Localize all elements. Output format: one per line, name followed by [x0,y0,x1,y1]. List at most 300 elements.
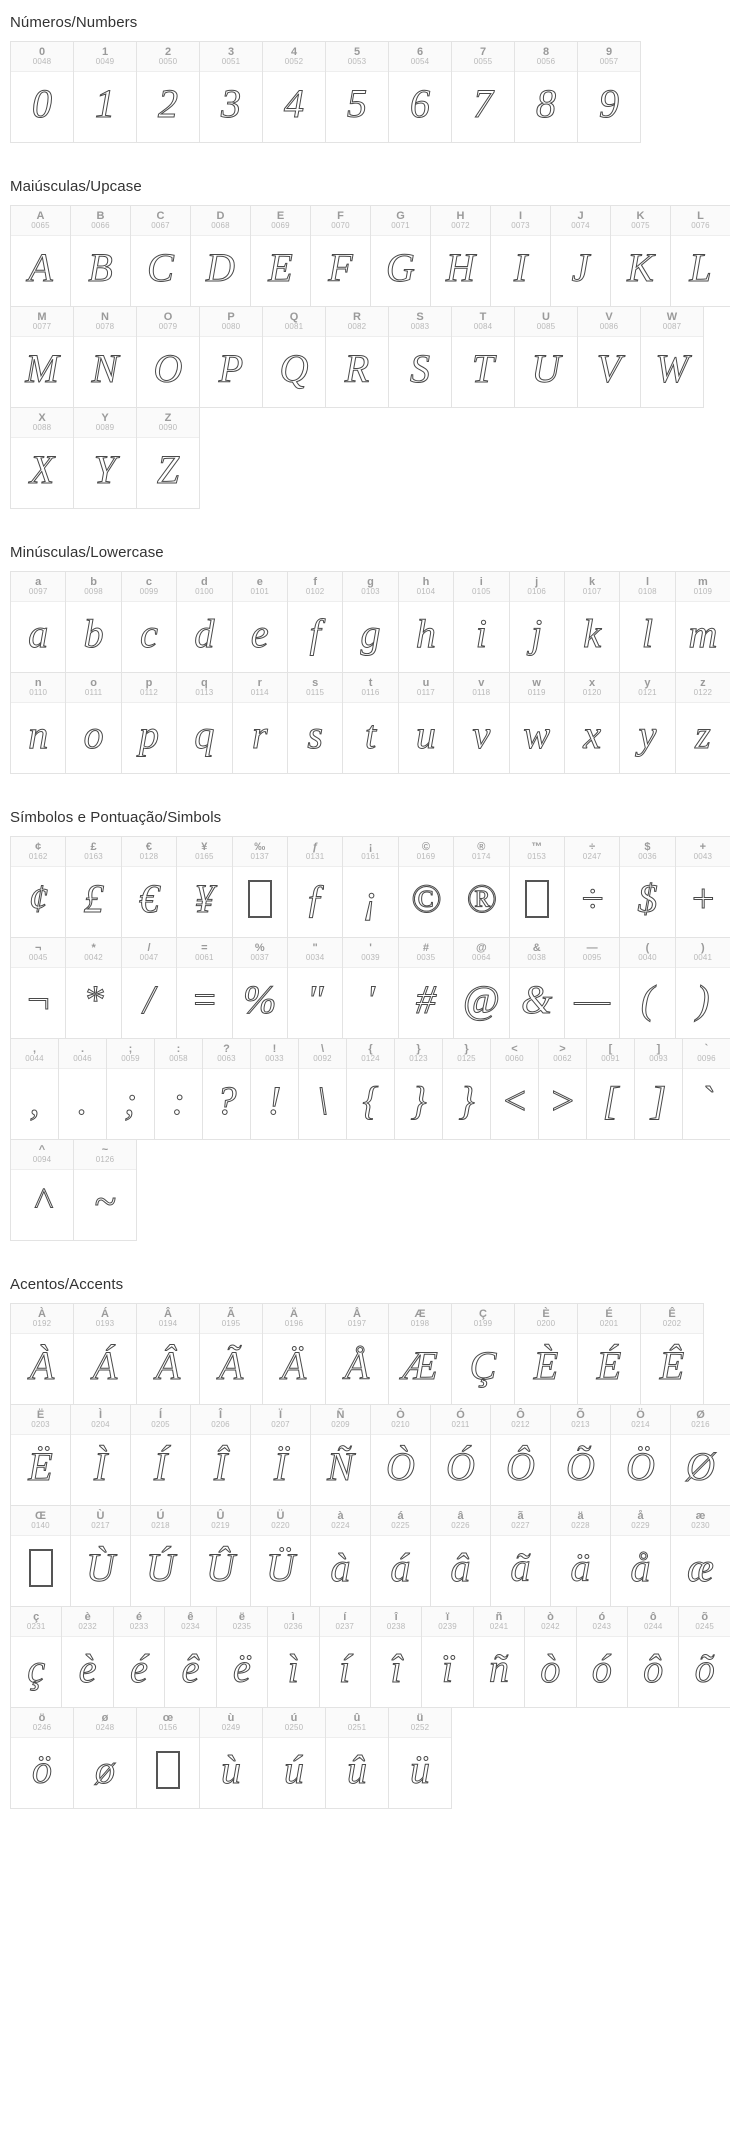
glyph-code-label: 0199 [473,1319,493,1329]
glyph-char-label: 9 [605,45,613,58]
glyph-cell[interactable] [451,306,515,408]
glyph-cell[interactable] [121,672,177,774]
glyph-char-label: N [101,310,109,323]
glyph-cell[interactable] [514,306,578,408]
glyph-preview: > [549,1078,576,1123]
glyph-char-label: t [368,676,373,689]
glyph-cell[interactable] [342,937,398,1039]
glyph-cell[interactable] [610,1404,671,1506]
glyph-code-label: 0161 [361,852,380,862]
glyph-code-label: 0211 [451,1420,470,1430]
glyph-cell[interactable] [136,407,200,509]
glyph-cell[interactable] [310,205,371,307]
glyph-cell[interactable] [164,1606,216,1708]
glyph-cell[interactable] [670,1404,730,1506]
glyph-cell[interactable] [564,571,620,673]
glyph-code-label: 0071 [391,221,410,231]
glyph-preview: m [688,611,718,656]
glyph-meta [177,938,231,968]
glyph-char-label: G [396,209,405,222]
glyph-cell[interactable] [524,1606,576,1708]
glyph-cell[interactable] [509,836,565,938]
glyph-cell[interactable] [10,937,66,1039]
glyph-cell[interactable] [619,937,675,1039]
glyph-cell[interactable] [113,1606,165,1708]
glyph-cell[interactable] [325,306,389,408]
glyph-cell[interactable] [342,836,398,938]
glyph-cell[interactable] [73,1303,137,1405]
glyph-cell[interactable] [398,672,454,774]
glyph-cell[interactable] [319,1606,371,1708]
glyph-row [10,836,730,937]
glyph-char-label: Ù [96,1509,105,1522]
glyph-cell[interactable] [136,306,200,408]
glyph-preview: K [627,245,654,290]
glyph-code-label: 0041 [693,953,713,963]
glyph-cell[interactable] [298,1038,347,1140]
glyph-code-label: 0060 [505,1054,524,1064]
glyph-cell[interactable] [682,1038,730,1140]
glyph-cell[interactable] [634,1038,683,1140]
glyph-code-label: 0111 [84,688,103,698]
glyph-cell[interactable] [199,1303,263,1405]
glyph-code-label: 0251 [347,1723,367,1733]
glyph-cell[interactable] [65,571,121,673]
glyph-code-label: 0110 [29,688,48,698]
glyph-char-label: í [343,1610,347,1623]
glyph-row [10,41,730,142]
glyph-cell[interactable] [190,1404,251,1506]
glyph-preview: 8 [536,81,556,126]
glyph-cell[interactable] [232,571,288,673]
glyph-preview: G [386,245,415,290]
glyph-char-label: Ê [668,1307,676,1320]
glyph-cell[interactable] [451,41,515,143]
glyph-cell[interactable] [10,672,66,774]
glyph-preview: n [28,712,49,757]
glyph-cell[interactable] [675,836,730,938]
glyph-code-label: 0062 [553,1054,572,1064]
glyph-preview: P [218,346,244,391]
glyph-cell[interactable] [250,205,311,307]
glyph-preview: Ò [386,1444,415,1489]
glyph-cell[interactable] [370,1505,431,1607]
glyph-char-label: Ñ [336,1408,345,1421]
glyph-preview: î [390,1646,402,1691]
glyph-cell[interactable] [453,672,509,774]
glyph-cell[interactable] [65,937,121,1039]
glyph-cell[interactable] [453,836,509,938]
glyph-code-label: 0122 [693,688,713,698]
glyph-cell[interactable] [70,1505,131,1607]
glyph-cell[interactable] [325,41,389,143]
glyph-row [10,1404,730,1505]
glyph-cell[interactable] [564,937,620,1039]
glyph-meta [611,206,670,236]
glyph-cell[interactable] [199,1707,263,1809]
glyph-char-label: Æ [414,1307,426,1320]
glyph-cell[interactable] [514,41,578,143]
glyph-cell[interactable] [550,1505,611,1607]
glyph-cell[interactable] [10,1606,62,1708]
glyph-cell[interactable] [577,1303,641,1405]
glyph-code-label: 0038 [527,953,547,963]
glyph-meta [251,1506,310,1536]
glyph-char-label: } [464,1042,469,1055]
glyph-cell[interactable] [509,571,565,673]
glyph-char-label: ä [577,1509,584,1522]
glyph-cell[interactable] [287,836,343,938]
glyph-cell[interactable] [610,205,671,307]
glyph-cell[interactable] [136,41,200,143]
glyph-code-label: 0219 [211,1521,230,1531]
glyph-cell[interactable] [70,205,131,307]
glyph-cell[interactable] [670,1505,730,1607]
glyph-cell[interactable] [130,205,191,307]
glyph-cell[interactable] [490,1404,551,1506]
glyph-cell[interactable] [262,306,326,408]
glyph-meta [11,1607,61,1637]
glyph-cell[interactable] [287,937,343,1039]
glyph-cell[interactable] [250,1505,311,1607]
glyph-grid [0,836,730,1240]
glyph-code-label: 0231 [26,1622,46,1632]
glyph-char-label: Á [101,1307,109,1320]
glyph-char-label: Q [289,310,299,323]
glyph-cell[interactable] [65,672,121,774]
glyph-cell[interactable] [199,41,263,143]
glyph-cell[interactable] [130,1505,191,1607]
glyph-cell[interactable] [73,1139,137,1241]
glyph-cell[interactable] [490,1038,539,1140]
glyph-code-label: 0118 [472,688,491,698]
glyph-meta [641,307,703,337]
glyph-cell[interactable] [73,41,137,143]
glyph-char-label: ö [38,1711,46,1724]
glyph-code-label: 0209 [331,1420,350,1430]
glyph-code-label: 0233 [129,1622,149,1632]
glyph-cell[interactable] [10,836,66,938]
glyph-cell[interactable] [586,1038,635,1140]
glyph-cell[interactable] [325,1707,389,1809]
glyph-char-label: L [697,209,704,222]
glyph-meta [11,42,73,72]
glyph-meta [539,1039,586,1069]
glyph-cell[interactable] [232,836,288,938]
glyph-code-label: 0228 [571,1521,590,1531]
glyph-char-label: P [227,310,235,323]
glyph-cell[interactable] [388,306,452,408]
glyph-preview: ë [233,1646,251,1691]
glyph-code-label: 0229 [631,1521,650,1531]
glyph-meta [155,1039,202,1069]
glyph-cell[interactable] [388,41,452,143]
glyph-cell[interactable] [73,306,137,408]
glyph-cell[interactable] [576,1606,628,1708]
glyph-preview: 9 [599,81,619,126]
glyph-cell[interactable] [121,571,177,673]
glyph-cell[interactable] [675,672,730,774]
glyph-cell[interactable] [70,1404,131,1506]
glyph-preview: B [88,245,113,290]
glyph-cell[interactable] [490,1505,551,1607]
glyph-cell[interactable] [678,1606,730,1708]
glyph-preview: k [583,611,601,656]
glyph-cell[interactable] [564,836,620,938]
glyph-preview: à [330,1545,351,1590]
glyph-preview: å [630,1545,651,1590]
glyph-preview: Ç [469,1343,497,1388]
glyph-char-label: 5 [353,45,361,58]
glyph-cell[interactable] [675,571,730,673]
glyph-preview: v [472,712,491,757]
glyph-code-label: 0243 [592,1622,612,1632]
glyph-cell[interactable] [394,1038,443,1140]
glyph-cell[interactable] [453,937,509,1039]
glyph-cell[interactable] [73,1707,137,1809]
glyph-cell[interactable] [550,205,611,307]
glyph-cell[interactable] [577,41,641,143]
glyph-cell[interactable] [342,571,398,673]
glyph-code-label: 0203 [31,1420,50,1430]
glyph-cell[interactable] [232,937,288,1039]
glyph-meta [71,1405,130,1435]
glyph-cell[interactable] [190,1505,251,1607]
glyph-code-label: 0053 [347,57,367,67]
glyph-cell[interactable] [250,1404,311,1506]
glyph-cell[interactable] [430,1505,491,1607]
glyph-cell[interactable] [10,306,74,408]
glyph-cell[interactable] [58,1038,107,1140]
glyph-cell[interactable] [564,672,620,774]
glyph-cell[interactable] [577,306,641,408]
glyph-cell[interactable] [10,205,71,307]
glyph-code-label: 0246 [32,1723,52,1733]
glyph-code-label: 0101 [250,587,270,597]
glyph-preview [137,1738,199,1808]
glyph-cell[interactable] [121,937,177,1039]
glyph-char-label: ] [656,1042,661,1055]
glyph-code-label: 0119 [527,688,546,698]
glyph-cell[interactable] [262,41,326,143]
glyph-meta [320,1607,370,1637]
glyph-cell[interactable] [370,1606,422,1708]
glyph-char-label: z [700,676,706,689]
glyph-meta [122,938,176,968]
glyph-cell[interactable] [154,1038,203,1140]
glyph-cell[interactable] [538,1038,587,1140]
glyph-cell[interactable] [670,205,730,307]
glyph-code-label: 0224 [331,1521,350,1531]
glyph-preview: ! [267,1078,282,1123]
glyph-meta [491,206,550,236]
glyph-cell[interactable] [370,1404,431,1506]
glyph-cell[interactable] [65,836,121,938]
glyph-preview: V [596,346,622,391]
glyph-char-label: B [96,209,105,222]
glyph-cell[interactable] [176,672,232,774]
glyph-cell[interactable] [10,1404,71,1506]
glyph-char-label: ! [272,1042,277,1055]
glyph-meta [326,1304,388,1334]
glyph-meta [74,1140,136,1170]
glyph-cell[interactable] [262,1707,326,1809]
glyph-preview: Æ [402,1343,438,1388]
glyph-cell[interactable] [10,41,74,143]
glyph-preview: ƒ [305,876,326,921]
glyph-cell[interactable] [262,1303,326,1405]
glyph-cell[interactable] [287,571,343,673]
glyph-code-label: 0234 [181,1622,200,1632]
glyph-meta [59,1039,106,1069]
glyph-cell[interactable] [232,672,288,774]
glyph-preview: ü [410,1747,430,1792]
glyph-cell[interactable] [136,1303,200,1405]
glyph-code-label: 0051 [221,57,241,67]
glyph-cell[interactable] [73,407,137,509]
glyph-meta [137,408,199,438]
glyph-cell[interactable] [619,571,675,673]
glyph-cell[interactable] [490,205,551,307]
glyph-char-label: U [542,310,550,323]
glyph-cell[interactable] [342,672,398,774]
glyph-char-label: 7 [479,45,487,58]
glyph-preview: \ [316,1078,329,1123]
glyph-preview: Å [344,1343,370,1388]
glyph-preview: = [190,977,218,1022]
glyph-cell[interactable] [10,1505,71,1607]
glyph-cell[interactable] [10,571,66,673]
glyph-cell[interactable] [398,836,454,938]
glyph-cell[interactable] [10,1303,74,1405]
glyph-cell[interactable] [190,205,251,307]
glyph-code-label: 0058 [169,1054,188,1064]
glyph-cell[interactable] [136,1707,200,1809]
glyph-char-label: W [666,310,678,323]
glyph-cell[interactable] [421,1606,473,1708]
glyph-code-label: 0197 [347,1319,367,1329]
glyph-preview: í [339,1646,351,1691]
glyph-cell[interactable] [619,672,675,774]
glyph-code-label: 0137 [250,852,270,862]
glyph-meta [452,42,514,72]
glyph-code-label: 0242 [541,1622,560,1632]
glyph-cell[interactable] [10,1139,74,1241]
glyph-cell[interactable] [176,836,232,938]
glyph-cell[interactable] [640,1303,704,1405]
glyph-cell[interactable] [310,1404,371,1506]
glyph-preview: { [362,1078,379,1123]
glyph-meta [74,1708,136,1738]
glyph-preview: £ [83,876,104,921]
glyph-code-label: 0225 [391,1521,410,1531]
glyph-char-label: Ï [278,1408,283,1421]
glyph-cell[interactable] [388,1707,452,1809]
glyph-cell[interactable] [550,1404,611,1506]
glyph-code-label: 0075 [631,221,650,231]
glyph-cell[interactable] [473,1606,525,1708]
glyph-code-label: 0239 [438,1622,457,1632]
glyph-meta [510,938,564,968]
glyph-meta [11,673,65,703]
glyph-cell[interactable] [130,1404,191,1506]
glyph-char-label: I [518,209,523,222]
glyph-meta [74,42,136,72]
glyph-cell[interactable] [106,1038,155,1140]
glyph-cell[interactable] [325,1303,389,1405]
glyph-preview: " [306,977,324,1022]
glyph-cell[interactable] [430,205,491,307]
glyph-cell[interactable] [310,1505,371,1607]
glyph-code-label: 0205 [151,1420,170,1430]
glyph-cell[interactable] [216,1606,268,1708]
glyph-cell[interactable] [442,1038,491,1140]
glyph-cell[interactable] [619,836,675,938]
glyph-cell[interactable] [398,937,454,1039]
glyph-cell[interactable] [509,937,565,1039]
glyph-row [10,1505,730,1606]
glyph-cell[interactable] [388,1303,452,1405]
glyph-cell[interactable] [199,306,263,408]
glyph-preview: q [194,712,215,757]
glyph-cell[interactable] [509,672,565,774]
glyph-meta [200,1304,262,1334]
glyph-meta [233,572,287,602]
glyph-cell[interactable] [61,1606,113,1708]
glyph-meta [233,837,287,867]
glyph-char-label: x [589,676,596,689]
glyph-char-label: ^ [38,1143,46,1156]
glyph-cell[interactable] [121,836,177,938]
glyph-cell[interactable] [430,1404,491,1506]
glyph-cell[interactable] [640,306,704,408]
glyph-cell[interactable] [453,571,509,673]
glyph-cell[interactable] [451,1303,515,1405]
glyph-cell[interactable] [10,1707,74,1809]
glyph-cell[interactable] [346,1038,395,1140]
glyph-cell[interactable] [176,571,232,673]
glyph-char-label: ¢ [35,840,42,853]
glyph-preview: ó [591,1646,612,1691]
glyph-char-label: Ô [516,1408,525,1421]
glyph-cell[interactable] [398,571,454,673]
glyph-char-label: H [456,209,465,222]
glyph-code-label: 0078 [95,322,115,332]
glyph-char-label: d [201,575,208,588]
glyph-grid [0,1303,730,1808]
glyph-cell[interactable] [610,1505,671,1607]
glyph-cell[interactable] [10,407,74,509]
glyph-char-label: . [80,1042,85,1055]
glyph-cell[interactable] [202,1038,251,1140]
glyph-code-label: 0066 [91,221,110,231]
glyph-preview: S [410,346,430,391]
section-title: Símbolos e Pontuação/Simbols [10,809,222,826]
glyph-meta [578,42,640,72]
glyph-cell[interactable] [287,672,343,774]
glyph-grid [0,205,730,508]
glyph-cell[interactable] [627,1606,679,1708]
glyph-cell[interactable] [675,937,730,1039]
glyph-cell[interactable] [514,1303,578,1405]
glyph-cell[interactable] [250,1038,299,1140]
glyph-cell[interactable] [370,205,431,307]
glyph-cell[interactable] [176,937,232,1039]
glyph-preview: ¬ [24,977,52,1022]
glyph-cell[interactable] [267,1606,319,1708]
glyph-cell[interactable] [10,1038,59,1140]
glyph-code-label: 0200 [536,1319,556,1329]
